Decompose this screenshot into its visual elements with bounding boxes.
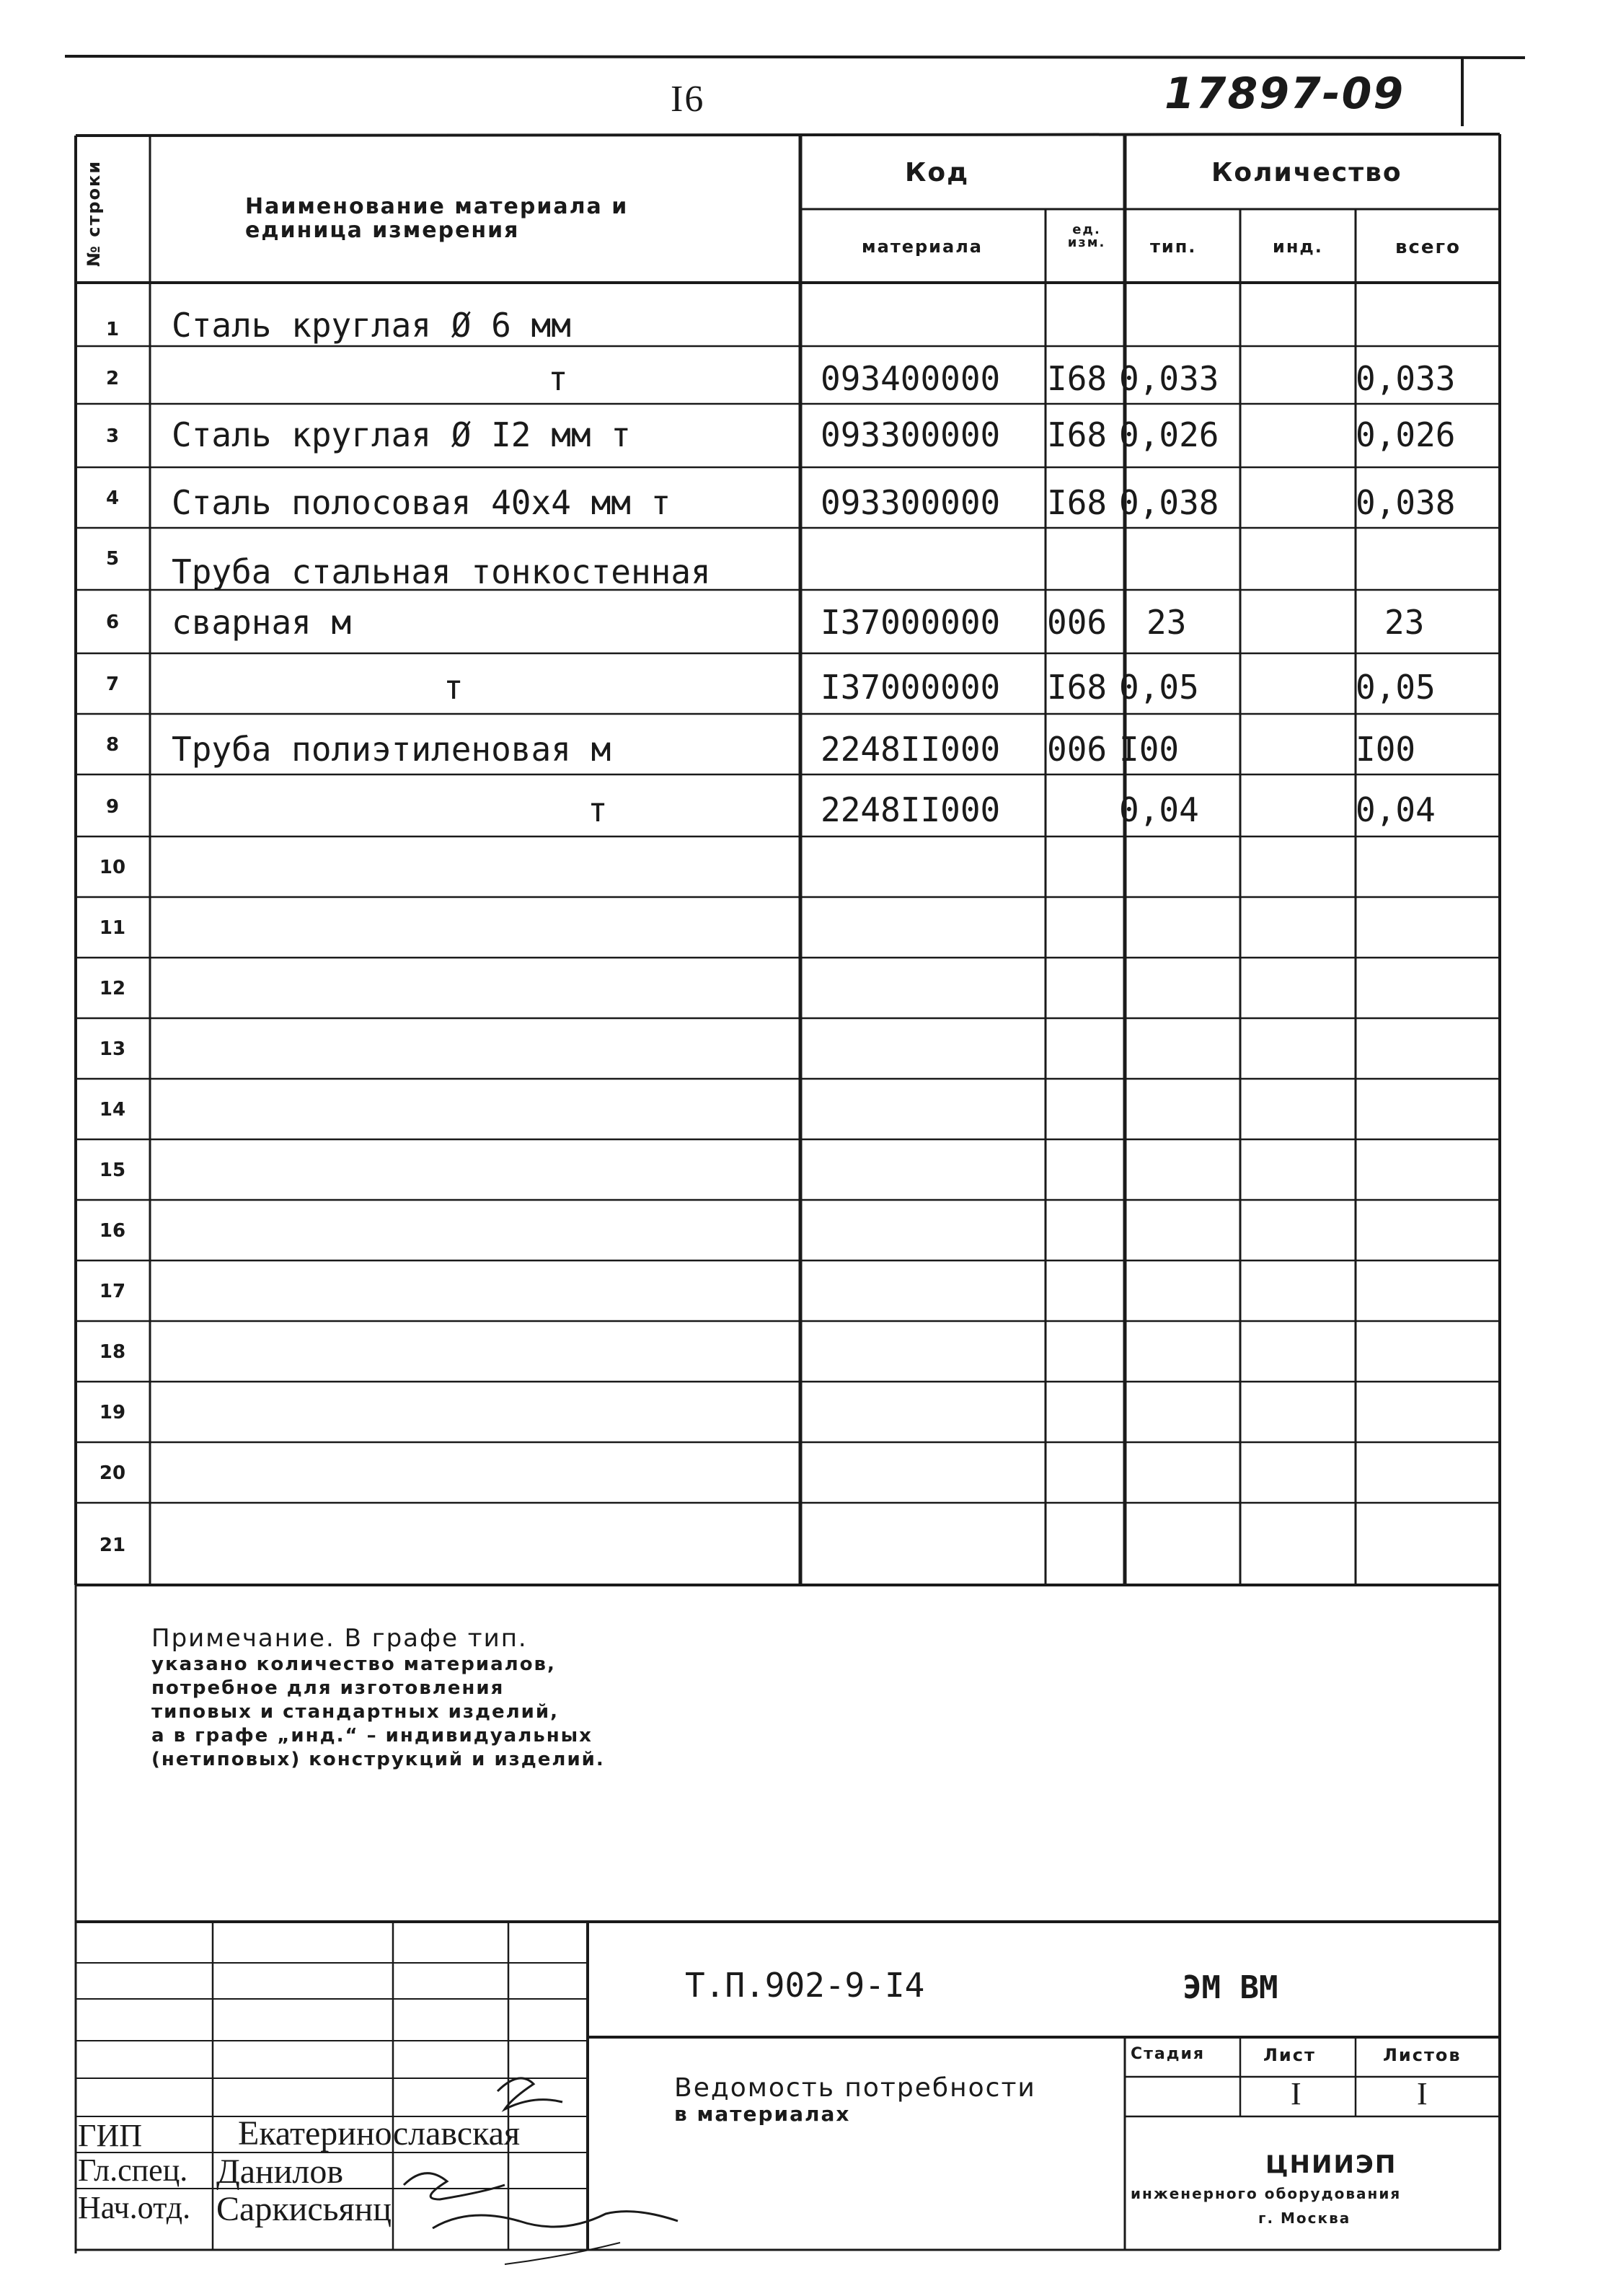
row-unit-code: 006 xyxy=(1047,730,1108,769)
organization-line2: инженерного оборудования xyxy=(1131,2185,1402,2202)
row-material-name: Сталь круглая Ø 6 мм xyxy=(172,306,571,345)
sheet-label: Лист xyxy=(1263,2045,1316,2065)
stage-label: Стадия xyxy=(1131,2045,1206,2063)
row-number: 1 xyxy=(105,319,120,340)
row-material-code: I37000000 xyxy=(821,668,1001,707)
row-number: 4 xyxy=(105,487,120,509)
row-number: 6 xyxy=(105,611,120,633)
header-qty-total: всего xyxy=(1395,237,1461,258)
sheet-value: I xyxy=(1291,2076,1301,2111)
header-code: Код xyxy=(905,158,970,187)
row-qty-typ: 0,026 xyxy=(1119,415,1219,454)
row-number: 16 xyxy=(99,1220,126,1242)
header-qty-typ: тип. xyxy=(1150,237,1197,257)
sheets-value: I xyxy=(1417,2076,1428,2111)
header-code-material: материала xyxy=(862,237,983,257)
signatory-name: Саркисьянц xyxy=(216,2190,392,2228)
page-number: I6 xyxy=(671,79,705,120)
row-unit-code: I68 xyxy=(1047,359,1108,398)
row-unit-code: 006 xyxy=(1047,603,1108,642)
row-material-code: 093400000 xyxy=(821,359,1001,398)
row-material-name: Труба стальная тонкостенная xyxy=(172,552,711,591)
row-qty-typ: 0,033 xyxy=(1119,359,1219,398)
header-material-name: Наименование материала и единица измерения xyxy=(245,194,629,243)
row-qty-total: I00 xyxy=(1356,730,1416,769)
signatory-name: Екатеринославская xyxy=(238,2114,521,2152)
row-unit-code: I68 xyxy=(1047,668,1108,707)
row-number: 20 xyxy=(99,1462,126,1484)
sheet-title-line1: Ведомость потребности xyxy=(674,2073,1036,2103)
signatory-name: Данилов xyxy=(216,2152,344,2191)
row-material-name: т xyxy=(548,359,568,398)
header-row-number: № строки xyxy=(84,159,104,267)
organization-line3: г. Москва xyxy=(1258,2209,1351,2227)
document-number: 17897-09 xyxy=(1164,69,1405,119)
header-code-unit: ед. изм. xyxy=(1067,222,1106,250)
row-number: 9 xyxy=(105,796,120,818)
row-number: 17 xyxy=(99,1281,126,1302)
row-number: 7 xyxy=(105,674,120,695)
row-number: 15 xyxy=(99,1160,126,1181)
row-material-name: т xyxy=(443,668,464,707)
row-qty-typ: I00 xyxy=(1119,730,1180,769)
project-code: Т.П.902-9-I4 xyxy=(685,1966,925,2005)
row-qty-typ: 0,05 xyxy=(1119,668,1199,707)
note-line: Примечание. В графе тип. xyxy=(151,1624,528,1653)
row-material-name: Труба полиэтиленовая м xyxy=(172,730,611,769)
note-line: а в графе „инд.“ – индивидуальных xyxy=(151,1725,593,1747)
row-qty-total: 0,033 xyxy=(1356,359,1456,398)
row-qty-typ: 0,04 xyxy=(1119,790,1199,829)
row-material-code: 2248II000 xyxy=(821,790,1001,829)
row-number: 14 xyxy=(99,1099,126,1121)
row-qty-total: 23 xyxy=(1384,603,1425,642)
sheets-label: Листов xyxy=(1383,2045,1462,2065)
row-material-code: I37000000 xyxy=(821,603,1001,642)
signatory-role: Гл.спец. xyxy=(78,2152,188,2188)
row-unit-code: I68 xyxy=(1047,483,1108,522)
section-code: ЭМ ВМ xyxy=(1183,1969,1278,2006)
row-number: 2 xyxy=(105,368,120,389)
row-qty-total: 0,04 xyxy=(1356,790,1436,829)
row-material-name: т xyxy=(588,790,608,829)
row-number: 12 xyxy=(99,978,126,999)
row-number: 11 xyxy=(99,917,126,939)
row-material-code: 2248II000 xyxy=(821,730,1001,769)
row-number: 5 xyxy=(105,548,120,570)
note-line: (нетиповых) конструкций и изделий. xyxy=(151,1749,605,1770)
row-number: 19 xyxy=(99,1402,126,1423)
row-unit-code: I68 xyxy=(1047,415,1108,454)
row-qty-typ: 0,038 xyxy=(1119,483,1219,522)
row-material-name: Сталь полосовая 40х4 мм т xyxy=(172,483,671,522)
row-qty-total: 0,038 xyxy=(1356,483,1456,522)
row-material-code: 093300000 xyxy=(821,415,1001,454)
row-number: 10 xyxy=(99,857,126,878)
signatory-role: Нач.отд. xyxy=(78,2190,191,2225)
note-line: потребное для изготовления xyxy=(151,1677,505,1699)
header-quantity: Количество xyxy=(1211,158,1402,187)
row-number: 3 xyxy=(105,425,120,447)
row-qty-typ: 23 xyxy=(1146,603,1187,642)
row-material-name: сварная м xyxy=(172,603,352,642)
row-qty-total: 0,026 xyxy=(1356,415,1456,454)
sheet-title-line2: в материалах xyxy=(674,2102,851,2126)
row-number: 8 xyxy=(105,734,120,756)
row-number: 13 xyxy=(99,1038,126,1060)
row-material-name: Сталь круглая Ø I2 мм т xyxy=(172,415,631,454)
note-line: указано количество материалов, xyxy=(151,1653,556,1675)
note-line: типовых и стандартных изделий, xyxy=(151,1701,559,1723)
organization-name: ЦНИИЭП xyxy=(1265,2150,1397,2179)
row-material-code: 093300000 xyxy=(821,483,1001,522)
row-qty-total: 0,05 xyxy=(1356,668,1436,707)
row-number: 18 xyxy=(99,1341,126,1363)
header-qty-ind: инд. xyxy=(1273,237,1323,257)
signatory-role: ГИП xyxy=(78,2118,142,2153)
row-number: 21 xyxy=(99,1535,126,1556)
